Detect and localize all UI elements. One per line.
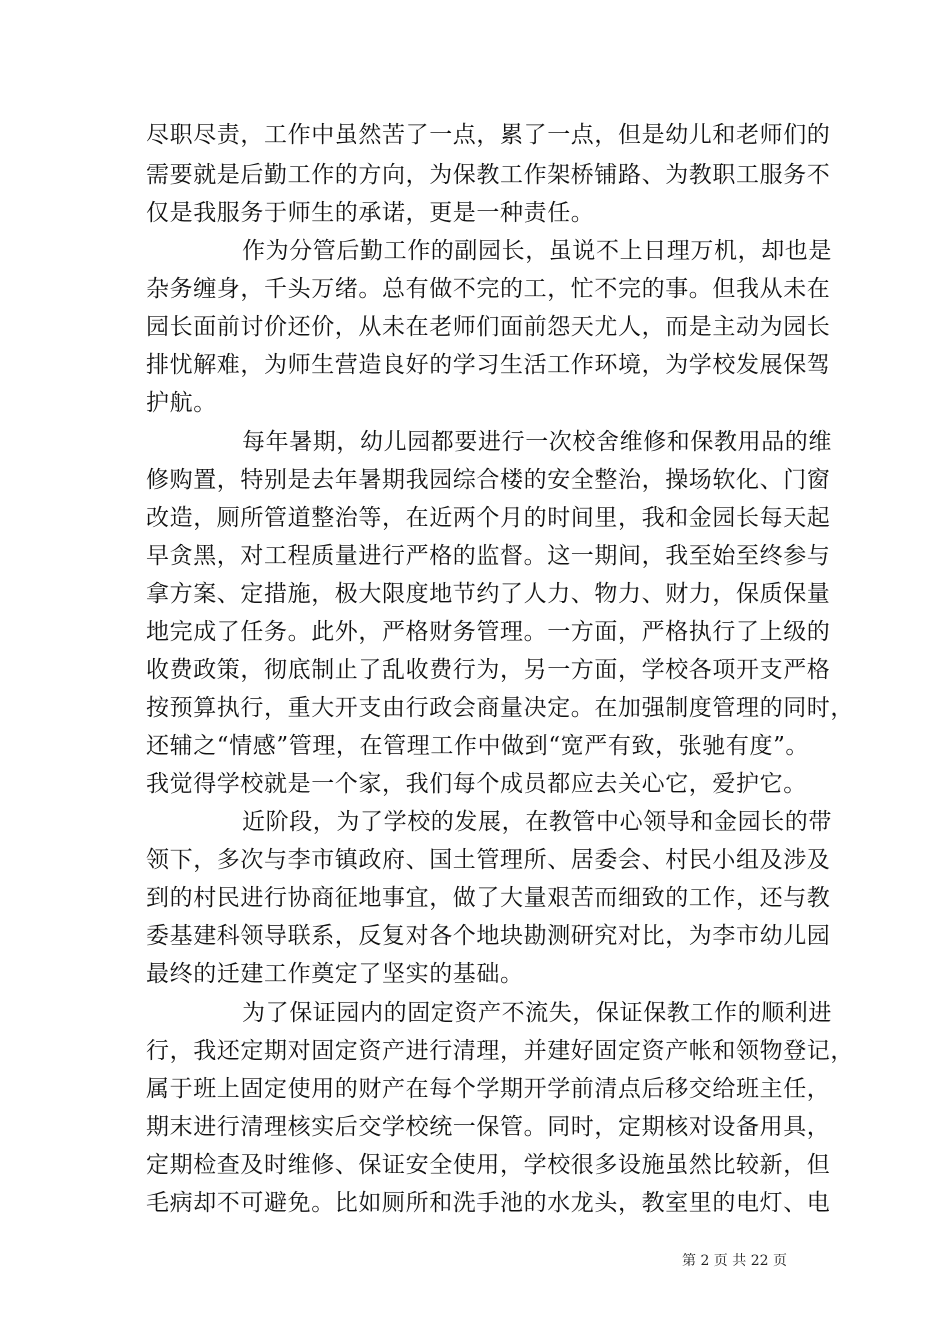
text-line: 期末进行清理核实后交学校统一保管。同时，定期核对设备用具， [146,1114,831,1140]
text-line: 拿方案、定措施，极大限度地节约了人力、物力、财力，保质保量 [146,581,831,607]
text-line: 为了保证园内的固定资产不流失，保证保教工作的顺利进 [242,1000,832,1026]
text-line: 杂务缠身，千头万绪。总有做不完的工，忙不完的事。但我从未在 [146,276,831,302]
text-line: 到的村民进行协商征地事宜，做了大量艰苦而细致的工作，还与教 [146,885,831,911]
text-line: 改造，厕所管道整治等，在近两个月的时间里，我和金园长每天起 [146,505,831,531]
text-line: 排忧解难，为师生营造良好的学习生活工作环境，为学校发展保驾 [146,352,831,378]
text-line: 行，我还定期对固定资产进行清理，并建好固定资产帐和领物登记， [146,1038,854,1064]
text-line: 修购置，特别是去年暑期我园综合楼的安全整治，操场软化、门窗 [146,467,831,493]
text-line: 委基建科领导联系，反复对各个地块勘测研究对比，为李市幼儿园 [146,923,831,949]
text-line: 按预算执行，重大开支由行政会商量决定。在加强制度管理的同时， [146,695,854,721]
text-line: 护航。 [146,390,217,416]
text-line: 作为分管后勤工作的副园长，虽说不上日理万机，却也是 [242,238,832,264]
text-line: 我觉得学校就是一个家，我们每个成员都应去关心它，爱护它。 [146,771,807,797]
text-line: 需要就是后勤工作的方向，为保教工作架桥铺路、为教职工服务不 [146,162,831,188]
text-line: 仅是我服务于师生的承诺，更是一种责任。 [146,200,595,226]
text-line: 地完成了任务。此外，严格财务管理。一方面，严格执行了上级的 [146,619,831,645]
text-line: 属于班上固定使用的财产在每个学期开学前清点后移交给班主任， [146,1076,831,1102]
text-line: 收费政策，彻底制止了乱收费行为，另一方面，学校各项开支严格 [146,657,831,683]
text-line: 尽职尽责，工作中虽然苦了一点，累了一点，但是幼儿和老师们的 [146,122,831,148]
text-line: 早贪黑，对工程质量进行严格的监督。这一期间，我至始至终参与 [146,543,831,569]
page-number: 第 2 页 共 22 页 [682,1253,787,1269]
text-line: 领下，多次与李市镇政府、国土管理所、居委会、村民小组及涉及 [146,847,831,873]
text-line: 最终的迁建工作奠定了坚实的基础。 [146,961,524,987]
text-line: 近阶段，为了学校的发展，在教管中心领导和金园长的带 [242,809,832,835]
text-line: 园长面前讨价还价，从未在老师们面前怨天尤人，而是主动为园长 [146,314,831,340]
text-line: 定期检查及时维修、保证安全使用，学校很多设施虽然比较新，但 [146,1152,831,1178]
text-line: 毛病却不可避免。比如厕所和洗手池的水龙头，教室里的电灯、电 [146,1190,831,1216]
text-line: 每年暑期，幼儿园都要进行一次校舍维修和保教用品的维 [242,429,832,455]
text-line: 还辅之“情感”管理，在管理工作中做到“宽严有致，张驰有度”。 [146,733,810,759]
